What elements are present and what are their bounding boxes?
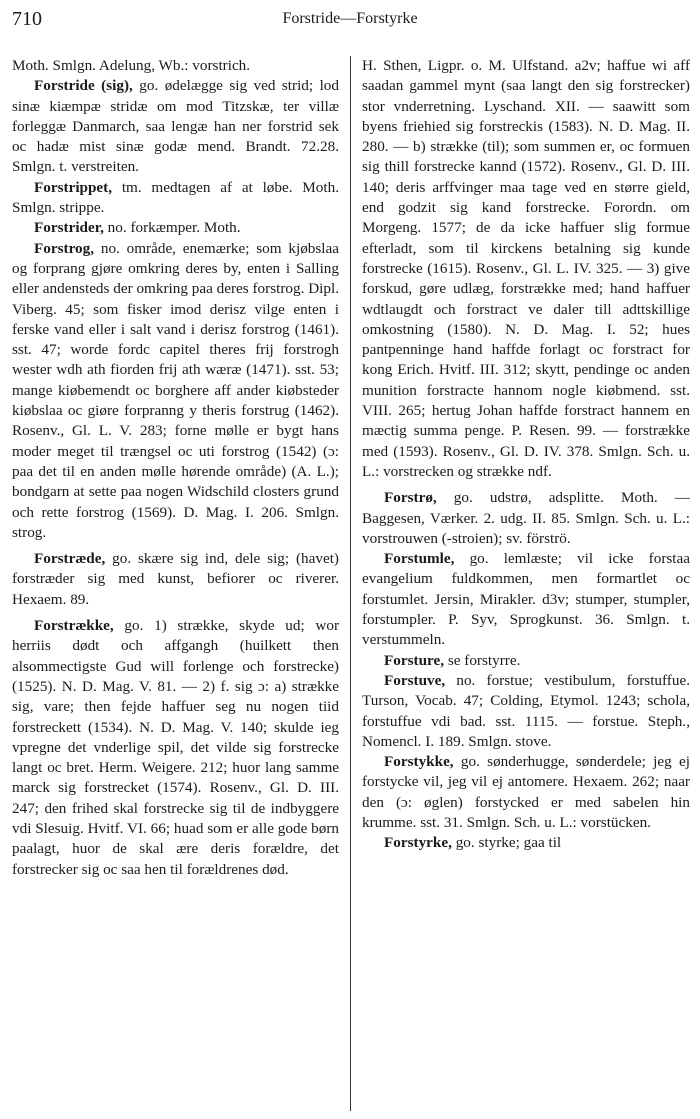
entry-text: go. udstrø, adsplitte. Moth. — Baggesen, Værker. 2. udg. II. 85. Smlgn. Sch. u. L.: vorstrouwen (-stroien); sv. förströ. bbox=[362, 489, 690, 547]
dictionary-entry bbox=[12, 616, 339, 880]
running-head: Forstride—Forstyrke bbox=[282, 10, 418, 27]
entry-text: no. forkæmper. Moth. bbox=[103, 219, 241, 237]
entry-headword: Forstuve, bbox=[384, 671, 446, 689]
entry-text: tm. medtagen af at løbe. Moth. Smlgn. strippe. bbox=[12, 178, 339, 217]
dictionary-entry bbox=[12, 56, 339, 76]
entry-headword: Forsture, bbox=[384, 651, 445, 669]
entry-text: go. ødelægge sig ved strid; lod sinæ kiæmpæ stridæ om mod Titzskæ, ter villæ forleggæ Danmarch, saa lengæ han ner forstrid sek oc hadæ mist sinæ godæ mend. Brandt. 72.28. Smlgn. t. verstreiten. bbox=[12, 77, 339, 176]
entry-headword: Forstrø, bbox=[384, 489, 437, 507]
dictionary-entry bbox=[12, 218, 339, 238]
entry-headword: Forstyrke, bbox=[384, 834, 452, 852]
entry-headword: Forstride (sig), bbox=[34, 77, 133, 95]
entry-headword: Forstræde, bbox=[34, 550, 106, 568]
entry-headword: Forstumle, bbox=[384, 550, 455, 568]
entry-headword: Forstrog, bbox=[34, 239, 95, 257]
dictionary-entry bbox=[362, 752, 690, 833]
right-column bbox=[362, 56, 690, 1115]
dictionary-entry bbox=[362, 488, 690, 549]
entry-text: go. styrke; gaa til bbox=[451, 834, 562, 852]
column-divider bbox=[350, 56, 351, 1111]
entry-text: go. skære sig ind, dele sig; (havet) forstræder sig med kunst, befiorer oc riverer. Hexaem. 89. bbox=[12, 550, 339, 608]
entry-text: Moth. Smlgn. Adelung, Wb.: vorstrich. bbox=[12, 57, 251, 74]
entry-headword: Forstrider, bbox=[34, 219, 104, 237]
entry-text: go. lemlæste; vil icke forstaa evangelium fuldkommen, men formartlet oc forstumlet. Jersin, Mirakler. d3v; stumper, stumpler, forstumpler. P. Syv, Sprogkunst. 36. Smlgn. t. verstummeln. bbox=[362, 550, 690, 649]
dictionary-entry bbox=[362, 833, 690, 853]
dictionary-entry bbox=[12, 549, 339, 610]
entry-text: se forstyrre. bbox=[444, 651, 521, 669]
entry-text: no. forstue; vestibulum, forstuffue. Turson, Vocab. 47; Colding, Etymol. 1243; schola, forstuffue vdi bad. sst. 1115. — forstue. Steph., Nomencl. I. 189. Smlgn. stove. bbox=[362, 671, 690, 750]
entry-text: no. område, enemærke; som kjøbslaa og forprang gjøre omkring deres by, enten i Salling eller andensteds der omkring paa deres forstrog. Dipl. Viberg. 45; som fisker imod derisz vilge enten i ferske vand eller i salt vand i derisz forstrog (1461). sst. 47; worde fordc capitel theres frij forstrogh wester wdh ath fiorden frij ath wæræ (1471). sst. 53; mange kiøbemendt oc borghere aff ander kiøbsteder kiøbslaa oc giøre forpranng y theris forstrug (1462). Rosenv., Gl. L. V. 283; forne mølle er bygt hans moder meget til trængsel oc uti forstrog (1542) (ɔ: paa det til en anden mølle hørende område) (A. L.); bondgarn at sette paa nogen Widschild closters grund och rette forstrog (1569). D. Mag. I. 206. Smlgn. strog. bbox=[12, 239, 339, 541]
dictionary-entry bbox=[12, 76, 339, 177]
entry-text: H. Sthen, Ligpr. o. M. Ulfstand. a2v; haffue wi aff saadan gammel mynt (saa langt den sig forstrecker) stor vnderretning. Lyschand. XII. — saawitt som byens friehied sig forstreckis (1583). N. D. Mag. II. 280. — b) strække (til); som summen er, oc formuen sig thill forstrecke kannd (1572). Rosenv., Gl. D. III. 140; deris arffvinger maa tage ved en større gield, end godzit sig kand forstrecke. Forordn. om Morgeng. 1577; de da icke haffuer slig formue efterladt, som til kirckens betalning sig kunde forstrecke (1615). Rosenv., Gl. L. IV. 325. — 3) give forskud, gøre udlæg, forstrække med; hand haffuer wdtlaugdt och forstract ve daler till adttskillige omkostning (1580). N. D. Mag. I. 52; hues pantpenninge hand haffde forlagt oc forstract for kong Erich. Hvitf. III. 312; skytt, pendinge oc anden munition forstracte hannom nogle kiøbmend. sst. VIII. 265; hertug Johan haffde forstract hannem en mæctig summa penge. P. Resen. 99. — forstrække med (1593). Rosenv., Gl. D. IV. 378. Smlgn. Sch. u. L.: vorstrecken og strække ndf. bbox=[362, 57, 690, 480]
dictionary-entry bbox=[362, 549, 690, 650]
left-column bbox=[12, 56, 339, 1115]
entry-headword: Forstrippet, bbox=[34, 178, 113, 196]
entry-headword: Forstrække, bbox=[34, 617, 114, 635]
dictionary-entry bbox=[362, 651, 690, 671]
entry-text: go. sønderhugge, sønderdele; jeg ej forstycke vil, jeg vil ej antomere. Hexaem. 262; naar den (ɔ: øglen) forstycked er med sabelen hin krumme. sst. 31. Smlgn. Sch. u. L.: vorstücken. bbox=[362, 753, 690, 831]
page-header bbox=[8, 8, 692, 38]
dictionary-entry bbox=[12, 239, 339, 543]
dictionary-entry bbox=[362, 56, 690, 482]
entry-headword: Forstykke, bbox=[384, 753, 454, 771]
entry-text: go. 1) strække, skyde ud; wor herriis dødt och affgangh (huilkett then alsommectigste Gud will forlenge och forstrecke) (1525). N. D. Mag. V. 81. — 2) f. sig ɔ: a) strække sig, vare; then fejde haffuer seg nu nogen tiid forstreckett (1534). N. D. Mag. V. 140; skulde ieg vpregne det vnderlige spil, det vilde sig forstrecke langt oc bret. Herm. Weigere. 212; huor lang samme marck sig forstrecket (1574). Rosenv., Gl. D. III. 247; den frihed skal forstrecke sig til de indbyggere vdi Slesuig. Hvitf. VI. 66; huad som er alle gode børn paalagt, huor de skal ære deris forældre, det forstrecker sig oc saa hen til forældrenes død. bbox=[12, 617, 339, 878]
dictionary-entry bbox=[362, 671, 690, 752]
page-number: 710 bbox=[12, 8, 42, 30]
dictionary-entry bbox=[12, 178, 339, 219]
